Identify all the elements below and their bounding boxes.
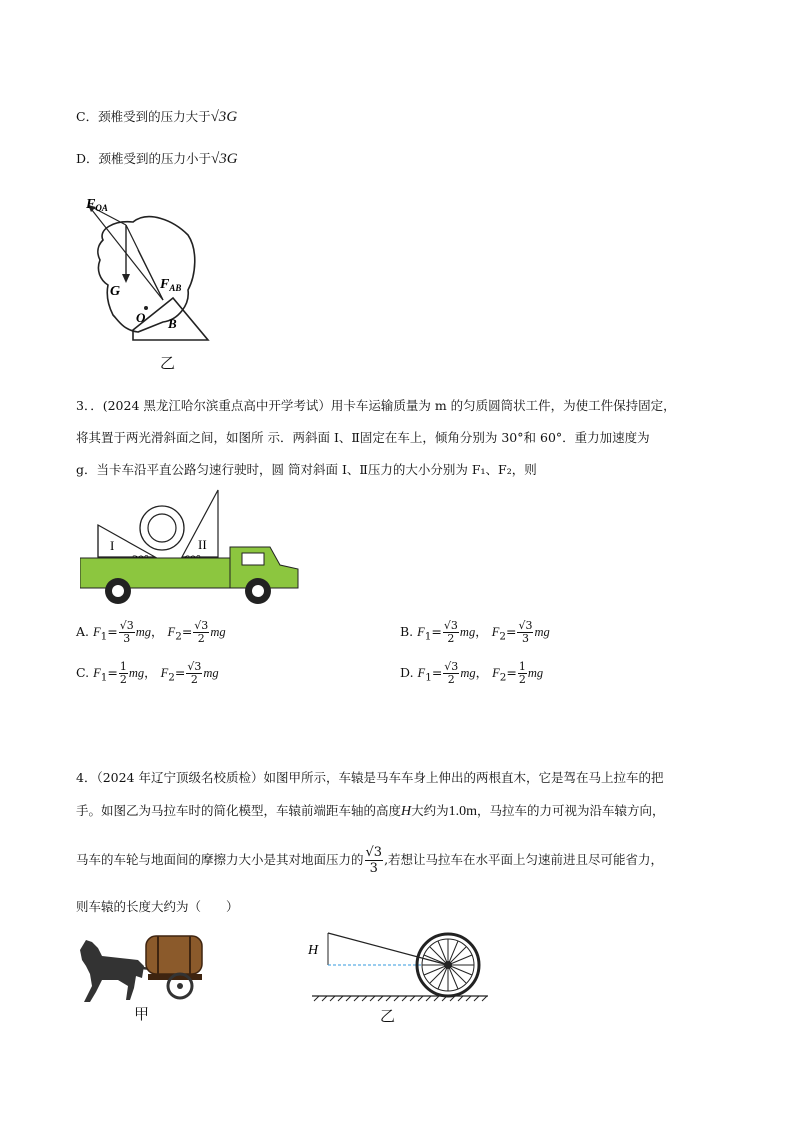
option-letter: A. bbox=[76, 624, 90, 639]
frac-den: 2 bbox=[518, 673, 526, 686]
label-g: G bbox=[110, 284, 121, 299]
label-f-ab: $F_{AB}$ bbox=[160, 277, 182, 293]
truck-hub-rear bbox=[112, 585, 124, 597]
label-o: O bbox=[136, 310, 146, 325]
figure-caption-yi: 乙 bbox=[160, 354, 176, 372]
comma: ， bbox=[144, 665, 157, 680]
f2: F bbox=[167, 625, 176, 639]
height-value: 1.0m bbox=[448, 804, 478, 819]
q4-line3 bbox=[76, 840, 663, 880]
f1-sub: 1 bbox=[100, 671, 108, 684]
f2: F bbox=[491, 625, 500, 639]
fraction bbox=[443, 620, 459, 645]
option-d bbox=[76, 149, 238, 169]
comma: ， bbox=[475, 624, 488, 639]
f1: F bbox=[417, 666, 426, 680]
f2: F bbox=[160, 666, 169, 680]
q3-line1: 3．．(2024 黑龙江哈尔滨重点高中开学考试）用卡车运输质量为 m 的匀质圆筒状工件，为使工件保持固定， bbox=[76, 398, 676, 413]
option-c bbox=[76, 107, 237, 127]
fraction bbox=[193, 620, 209, 645]
frac-den: 3 bbox=[123, 632, 131, 645]
var-h: H bbox=[401, 804, 412, 819]
option-letter: B. bbox=[400, 624, 414, 639]
fraction bbox=[119, 620, 135, 645]
var-g: G bbox=[226, 109, 238, 125]
frac-num: √3 bbox=[444, 660, 459, 673]
fraction bbox=[517, 620, 533, 645]
frac-den: 2 bbox=[447, 632, 455, 645]
frac-num: 1 bbox=[518, 660, 526, 673]
gravity-arrowhead bbox=[122, 274, 130, 283]
frac-den: 3 bbox=[369, 861, 378, 876]
label-b: B bbox=[168, 316, 177, 331]
cart-hub bbox=[177, 983, 183, 989]
frac-num: √3 bbox=[194, 619, 209, 632]
label-f-oa: $F_{OA}$ bbox=[86, 197, 108, 213]
label-h: H bbox=[308, 943, 319, 958]
q4-line3-part-b: ,若想让马拉车在水平面上匀速前进且尽可能省力， bbox=[384, 852, 664, 867]
q4-line2-part-b: 大约为 bbox=[411, 803, 449, 818]
frac-num: √3 bbox=[518, 619, 533, 632]
fraction bbox=[186, 661, 202, 686]
q3-line3: g．当卡车沿平直公路匀速行驶时，圆 筒对斜面 Ⅰ、Ⅱ压力的大小分别为 F₁、F₂，则 bbox=[76, 462, 537, 477]
frac-den: 2 bbox=[447, 673, 455, 686]
force-ab-line bbox=[138, 250, 163, 300]
frac-num: √3 bbox=[443, 619, 458, 632]
f1-sub: 1 bbox=[425, 671, 432, 684]
truck-diagram bbox=[80, 485, 300, 610]
f2: F bbox=[492, 666, 500, 680]
option-c-text: C．颈椎受到的压力大于 bbox=[76, 109, 211, 124]
shaft-line bbox=[328, 933, 448, 965]
horse-carriage-image bbox=[72, 930, 212, 1010]
label-incline-2: II bbox=[198, 537, 207, 552]
q4-line2 bbox=[76, 801, 665, 822]
wheel-hub bbox=[444, 961, 452, 969]
q3-line2: 将其置于两光滑斜面之间，如图所 示．两斜面 Ⅰ、Ⅱ固定在车上，倾角分别为 30°和 60°．重力加速度为 bbox=[76, 430, 650, 445]
q4-line1: 4．（2024 年辽宁顶级名校质检）如图甲所示，车辕是马车车身上伸出的两根直木，它是驾在马上拉车的把 bbox=[76, 770, 664, 785]
barrel bbox=[146, 936, 202, 974]
cylinder-outer bbox=[140, 506, 184, 550]
mg: mg bbox=[210, 625, 226, 639]
truck-bed bbox=[80, 558, 230, 588]
mg: mg bbox=[203, 666, 219, 680]
option-letter: D. bbox=[400, 665, 414, 680]
truck-window bbox=[242, 553, 264, 565]
option-d-text: D．颈椎受到的压力小于 bbox=[76, 151, 212, 166]
f1-sub: 1 bbox=[100, 630, 108, 643]
figure-caption-jia: 甲 bbox=[134, 1005, 150, 1023]
comma: ， bbox=[475, 665, 489, 680]
frac-den: 2 bbox=[190, 673, 198, 686]
mg: mg bbox=[534, 625, 550, 639]
mg: mg bbox=[527, 666, 544, 680]
frac-num: √3 bbox=[365, 845, 383, 860]
q3-option-c[interactable]: C. $F_1=$ $\frac{1}{2}$ mg， $F_2=$ $\frac{√3}{2}$ mg bbox=[76, 660, 219, 686]
sqrt-three: √3 bbox=[210, 109, 227, 125]
mg: mg bbox=[128, 666, 145, 680]
q4-line4: 则车辕的长度大约为（ ） bbox=[76, 899, 239, 914]
fraction bbox=[119, 661, 128, 686]
frac-num: 1 bbox=[119, 660, 127, 673]
f1: F bbox=[417, 625, 425, 639]
mg: mg bbox=[135, 625, 152, 639]
q3-option-b[interactable]: B. $F_1=$ $\frac{√3}{2}$ mg， $F_2=$ $\frac{√3}{3}$ mg bbox=[400, 619, 550, 645]
f1-sub: 1 bbox=[424, 630, 432, 643]
comma: ， bbox=[151, 624, 164, 639]
friction-fraction bbox=[365, 845, 384, 876]
label-incline-1: I bbox=[110, 538, 115, 553]
fraction bbox=[518, 661, 527, 686]
frac-num: √3 bbox=[119, 619, 134, 632]
var-g: G bbox=[226, 151, 238, 167]
q3-option-a[interactable]: A. $F_1=$ $\frac{√3}{3}$ mg， $F_2=$ $\frac{√3}{2}$ mg bbox=[76, 619, 226, 645]
head-force-diagram bbox=[78, 190, 218, 350]
option-letter: C. bbox=[76, 665, 90, 680]
frac-num: √3 bbox=[187, 660, 202, 673]
q4-line2-part-c: ，马拉车的力可视为沿车辕方向， bbox=[477, 803, 665, 818]
simplified-model-diagram bbox=[300, 925, 500, 1010]
f2-sub: 2 bbox=[499, 671, 507, 684]
f2-sub: 2 bbox=[168, 671, 175, 684]
sqrt-three: √3 bbox=[211, 151, 227, 167]
fraction bbox=[443, 661, 459, 686]
figure-caption-yi-2: 乙 bbox=[380, 1007, 396, 1025]
truck-hub-front bbox=[252, 585, 264, 597]
ground-hatching bbox=[314, 996, 487, 1001]
f1: F bbox=[93, 666, 101, 680]
mg: mg bbox=[460, 666, 476, 680]
horse-silhouette bbox=[80, 940, 144, 1002]
f2-sub: 2 bbox=[175, 630, 182, 643]
mg: mg bbox=[459, 625, 476, 639]
frac-den: 2 bbox=[197, 632, 205, 645]
head-outline bbox=[98, 217, 195, 332]
q4-line3-part-a: 马车的车轮与地面间的摩擦力大小是其对地面压力的 bbox=[76, 852, 364, 867]
q4-line2-part-a: 手。如图乙为马拉车时的简化模型，车辕前端距车轴的高度 bbox=[76, 803, 402, 818]
frac-den: 3 bbox=[521, 632, 529, 645]
q3-option-d[interactable]: D. $F_1=$ $\frac{√3}{2}$ mg， $F_2=$ $\frac{1}{2}$ mg bbox=[400, 660, 544, 686]
frac-den: 2 bbox=[119, 673, 127, 686]
f1: F bbox=[93, 625, 101, 639]
f2-sub: 2 bbox=[499, 630, 506, 643]
